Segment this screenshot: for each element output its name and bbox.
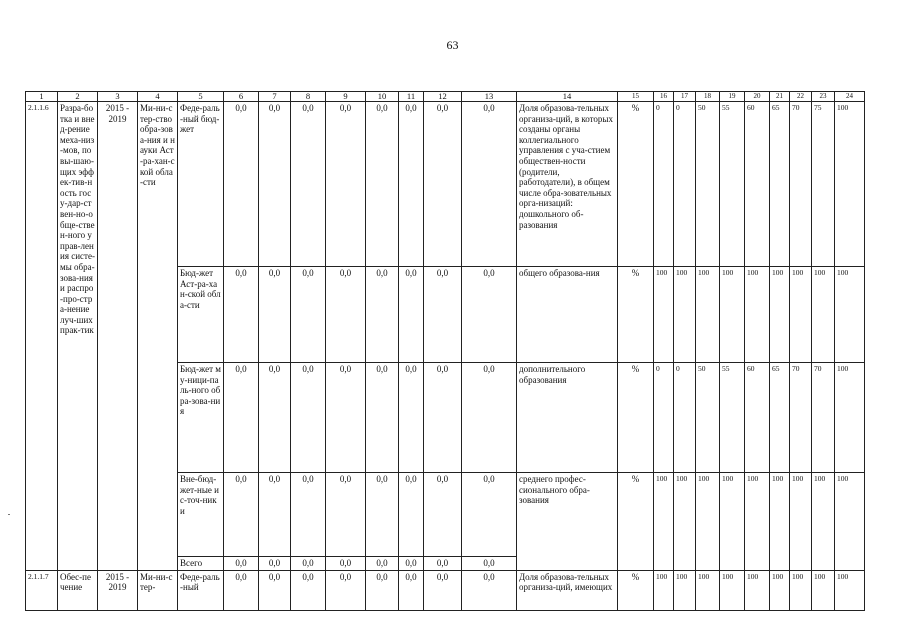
header-cell: 5 bbox=[178, 92, 224, 102]
indicator-text: Доля образова-тельных организа-ций, в которых созданы органы коллегиального управления с уча-стием обществен-ности (родители, работодатели), в общем числе обра-зовательных орга-низаций: дошкольного об-разования bbox=[517, 102, 618, 267]
table-row bbox=[26, 570, 865, 610]
measure-name: Разра-ботка и внед-рение меха-низ-мов, повы-шаю-щих эффек-тив-ность госу-дар-ствен-но-обще-ствен-ного управ-ления систе-мы обра-зова-ния и распро-про-стра-нение луч-ших прак-тик bbox=[58, 102, 98, 571]
header-cell: 3 bbox=[98, 92, 138, 102]
measure-code: 2.1.1.7 bbox=[26, 570, 58, 610]
target-cell: 100 bbox=[835, 363, 865, 473]
header-cell: 8 bbox=[291, 92, 326, 102]
amount-cell: 0,0 bbox=[462, 570, 517, 610]
amount-cell: 0,0 bbox=[326, 363, 366, 473]
total-cell: 0,0 bbox=[326, 557, 366, 571]
amount-cell: 0,0 bbox=[326, 267, 366, 363]
amount-cell: 0,0 bbox=[424, 102, 462, 267]
target-cell: 0 bbox=[674, 363, 696, 473]
header-cell: 10 bbox=[366, 92, 399, 102]
amount-cell: 0,0 bbox=[259, 570, 291, 610]
target-cell: 0 bbox=[654, 102, 674, 267]
amount-cell: 0,0 bbox=[424, 473, 462, 557]
table-row bbox=[26, 102, 865, 267]
target-cell: 100 bbox=[790, 570, 812, 610]
total-cell: 0,0 bbox=[224, 557, 259, 571]
amount-cell: 0,0 bbox=[366, 473, 399, 557]
target-cell: 100 bbox=[696, 570, 720, 610]
scan-mark bbox=[8, 514, 10, 515]
target-cell: 100 bbox=[770, 267, 790, 363]
indicator-text: общего образова-ния bbox=[517, 267, 618, 363]
header-cell: 14 bbox=[517, 92, 618, 102]
amount-cell: 0,0 bbox=[424, 570, 462, 610]
target-cell: 100 bbox=[835, 570, 865, 610]
target-cell: 100 bbox=[745, 570, 770, 610]
target-cell: 70 bbox=[790, 102, 812, 267]
indicator-text: Доля образова-тельных организа-ций, имеющих bbox=[517, 570, 618, 610]
target-cell: 70 bbox=[812, 363, 835, 473]
amount-cell: 0,0 bbox=[291, 363, 326, 473]
target-cell: 100 bbox=[674, 570, 696, 610]
measure-code: 2.1.1.6 bbox=[26, 102, 58, 571]
total-cell: 0,0 bbox=[366, 557, 399, 571]
amount-cell: 0,0 bbox=[259, 102, 291, 267]
header-cell: 15 bbox=[618, 92, 654, 102]
amount-cell: 0,0 bbox=[326, 570, 366, 610]
measure-name: Обес-печение bbox=[58, 570, 98, 610]
header-cell: 24 bbox=[835, 92, 865, 102]
amount-cell: 0,0 bbox=[399, 102, 424, 267]
target-cell: 100 bbox=[812, 570, 835, 610]
amount-cell: 0,0 bbox=[326, 473, 366, 557]
measure-executor: Ми-ни-стер- bbox=[138, 570, 178, 610]
amount-cell: 0,0 bbox=[424, 363, 462, 473]
target-cell: 50 bbox=[696, 102, 720, 267]
header-cell: 19 bbox=[720, 92, 745, 102]
amount-cell: 0,0 bbox=[366, 267, 399, 363]
indicator-text: среднего профес-сионального обра-зования bbox=[517, 473, 618, 571]
amount-cell: 0,0 bbox=[462, 473, 517, 557]
target-cell: 100 bbox=[812, 267, 835, 363]
total-cell: 0,0 bbox=[291, 557, 326, 571]
header-cell: 17 bbox=[674, 92, 696, 102]
target-cell: 75 bbox=[812, 102, 835, 267]
target-cell: 65 bbox=[770, 102, 790, 267]
page-number: 63 bbox=[446, 38, 459, 52]
target-cell: 100 bbox=[835, 267, 865, 363]
target-cell: 100 bbox=[696, 267, 720, 363]
header-cell: 2 bbox=[58, 92, 98, 102]
target-cell: 60 bbox=[745, 363, 770, 473]
total-cell: 0,0 bbox=[462, 557, 517, 571]
target-cell: 100 bbox=[720, 570, 745, 610]
amount-cell: 0,0 bbox=[291, 102, 326, 267]
amount-cell: 0,0 bbox=[399, 473, 424, 557]
header-cell: 12 bbox=[424, 92, 462, 102]
header-cell: 22 bbox=[790, 92, 812, 102]
total-label: Всего bbox=[178, 557, 224, 571]
amount-cell: 0,0 bbox=[462, 267, 517, 363]
target-cell: 100 bbox=[812, 473, 835, 571]
amount-cell: 0,0 bbox=[462, 102, 517, 267]
amount-cell: 0,0 bbox=[291, 267, 326, 363]
amount-cell: 0,0 bbox=[462, 363, 517, 473]
amount-cell: 0,0 bbox=[326, 102, 366, 267]
amount-cell: 0,0 bbox=[259, 473, 291, 557]
header-cell: 11 bbox=[399, 92, 424, 102]
target-cell: 100 bbox=[674, 473, 696, 571]
indicator-text: дополнительного образования bbox=[517, 363, 618, 473]
header-cell: 4 bbox=[138, 92, 178, 102]
target-cell: 100 bbox=[790, 267, 812, 363]
amount-cell: 0,0 bbox=[224, 363, 259, 473]
target-cell: 0 bbox=[674, 102, 696, 267]
amount-cell: 0,0 bbox=[259, 363, 291, 473]
header-cell: 21 bbox=[770, 92, 790, 102]
target-cell: 100 bbox=[745, 267, 770, 363]
unit-cell: % bbox=[618, 473, 654, 571]
amount-cell: 0,0 bbox=[399, 267, 424, 363]
target-cell: 100 bbox=[835, 473, 865, 571]
amount-cell: 0,0 bbox=[259, 267, 291, 363]
funding-source: Вне-бюд-жет-ные ис-точ-ники bbox=[178, 473, 224, 557]
target-cell: 100 bbox=[790, 473, 812, 571]
target-cell: 0 bbox=[654, 363, 674, 473]
amount-cell: 0,0 bbox=[366, 363, 399, 473]
target-cell: 100 bbox=[720, 267, 745, 363]
total-cell: 0,0 bbox=[399, 557, 424, 571]
target-cell: 70 bbox=[790, 363, 812, 473]
amount-cell: 0,0 bbox=[224, 473, 259, 557]
target-cell: 55 bbox=[720, 363, 745, 473]
measure-period: 2015 - 2019 bbox=[98, 570, 138, 610]
target-cell: 60 bbox=[745, 102, 770, 267]
header-cell: 23 bbox=[812, 92, 835, 102]
target-cell: 100 bbox=[674, 267, 696, 363]
target-cell: 50 bbox=[696, 363, 720, 473]
program-table bbox=[25, 91, 865, 611]
header-cell: 13 bbox=[462, 92, 517, 102]
total-cell: 0,0 bbox=[424, 557, 462, 571]
target-cell: 100 bbox=[654, 473, 674, 571]
amount-cell: 0,0 bbox=[399, 363, 424, 473]
target-cell: 100 bbox=[745, 473, 770, 571]
header-cell: 9 bbox=[326, 92, 366, 102]
target-cell: 100 bbox=[654, 267, 674, 363]
amount-cell: 0,0 bbox=[399, 570, 424, 610]
amount-cell: 0,0 bbox=[291, 570, 326, 610]
amount-cell: 0,0 bbox=[224, 570, 259, 610]
target-cell: 55 bbox=[720, 102, 745, 267]
amount-cell: 0,0 bbox=[224, 102, 259, 267]
amount-cell: 0,0 bbox=[224, 267, 259, 363]
unit-cell: % bbox=[618, 267, 654, 363]
target-cell: 100 bbox=[770, 570, 790, 610]
funding-source: Бюд-жет му-ници-паль-ного обра-зова-ния bbox=[178, 363, 224, 473]
amount-cell: 0,0 bbox=[366, 570, 399, 610]
unit-cell: % bbox=[618, 363, 654, 473]
funding-source: Бюд-жет Аст-ра-хан-ской обла-сти bbox=[178, 267, 224, 363]
target-cell: 100 bbox=[770, 473, 790, 571]
target-cell: 100 bbox=[835, 102, 865, 267]
amount-cell: 0,0 bbox=[291, 473, 326, 557]
amount-cell: 0,0 bbox=[424, 267, 462, 363]
header-cell: 7 bbox=[259, 92, 291, 102]
unit-cell: % bbox=[618, 102, 654, 267]
measure-executor: Ми-ни-стер-ство обра-зова-ния и науки Аст-ра-хан-ской обла-сти bbox=[138, 102, 178, 571]
amount-cell: 0,0 bbox=[366, 102, 399, 267]
header-cell: 18 bbox=[696, 92, 720, 102]
target-cell: 65 bbox=[770, 363, 790, 473]
total-cell: 0,0 bbox=[259, 557, 291, 571]
target-cell: 100 bbox=[654, 570, 674, 610]
target-cell: 100 bbox=[720, 473, 745, 571]
measure-period: 2015 - 2019 bbox=[98, 102, 138, 571]
header-cell: 1 bbox=[26, 92, 58, 102]
target-cell: 100 bbox=[696, 473, 720, 571]
funding-source: Феде-раль-ный бюд-жет bbox=[178, 102, 224, 267]
header-cell: 16 bbox=[654, 92, 674, 102]
header-row bbox=[26, 92, 865, 102]
header-cell: 20 bbox=[745, 92, 770, 102]
funding-source: Феде-раль-ный bbox=[178, 570, 224, 610]
header-cell: 6 bbox=[224, 92, 259, 102]
unit-cell: % bbox=[618, 570, 654, 610]
